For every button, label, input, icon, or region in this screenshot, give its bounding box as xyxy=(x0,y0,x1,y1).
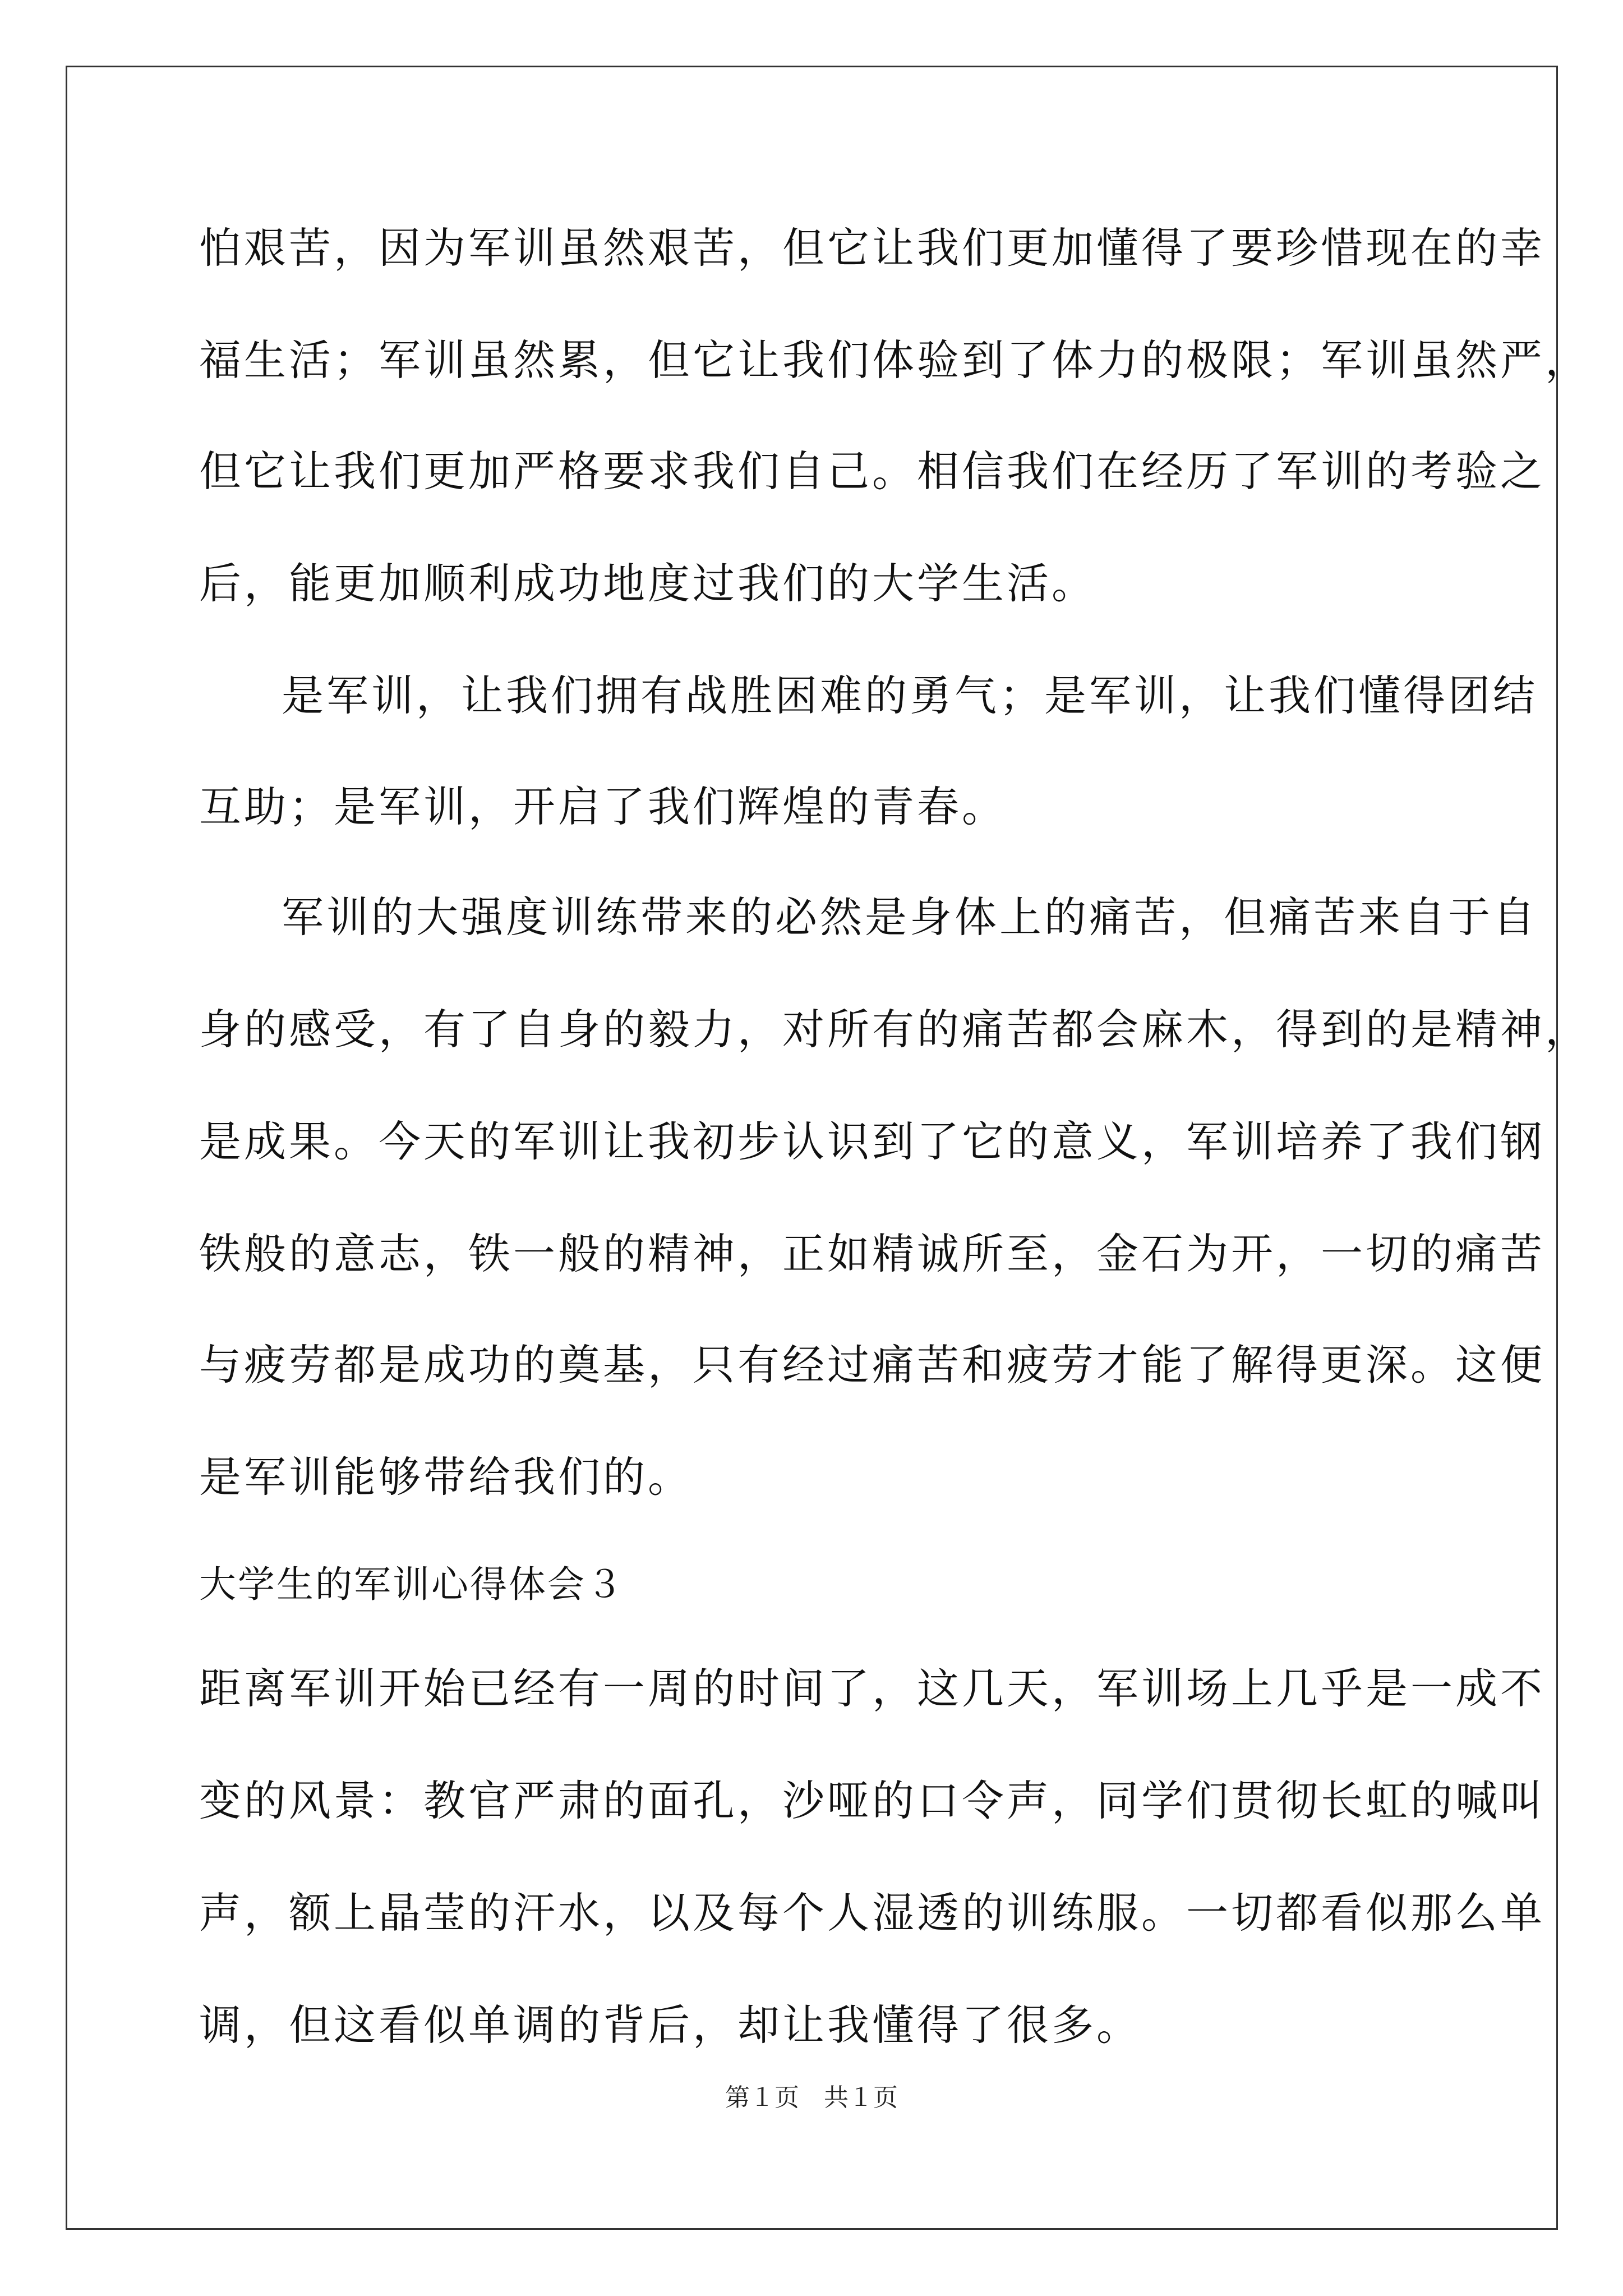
paragraph-3-line-3: 是成果。今天的军训让我初步认识到了它的意义，军训培养了我们钢 xyxy=(199,1117,1546,1166)
paragraph-3-line-6: 是军训能够带给我们的。 xyxy=(199,1452,693,1502)
paragraph-1-line-4: 后，能更加顺利成功地度过我们的大学生活。 xyxy=(199,559,1097,608)
paragraph-1-line-1: 怕艰苦，因为军训虽然艰苦，但它让我们更加懂得了要珍惜现在的幸 xyxy=(199,223,1546,273)
paragraph-3-line-1: 军训的大强度训练带来的必然是身体上的痛苦，但痛苦来自于自 xyxy=(282,892,1538,942)
paragraph-3-line-4: 铁般的意志，铁一般的精神，正如精诚所至，金石为开，一切的痛苦 xyxy=(199,1229,1546,1278)
paragraph-3-line-5: 与疲劳都是成功的奠基，只有经过痛苦和疲劳才能了解得更深。这便 xyxy=(199,1340,1546,1389)
paragraph-1-line-2: 福生活；军训虽然累，但它让我们体验到了体力的极限；军训虽然严， xyxy=(199,335,1590,385)
section-heading: 大学生的军训心得体会３ xyxy=(199,1563,625,1606)
paragraph-2-line-1: 是军训，让我们拥有战胜困难的勇气；是军训，让我们懂得团结 xyxy=(282,671,1538,720)
paragraph-3-line-2: 身的感受，有了自身的毅力，对所有的痛苦都会麻木，得到的是精神， xyxy=(199,1005,1590,1054)
paragraph-4-line-1: 距离军训开始已经有一周的时间了，这几天，军训场上几乎是一成不 xyxy=(199,1664,1546,1713)
paragraph-1-line-3: 但它让我们更加严格要求我们自己。相信我们在经历了军训的考验之 xyxy=(199,447,1546,496)
paragraph-2-line-2: 互助；是军训，开启了我们辉煌的青春。 xyxy=(199,782,1007,831)
paragraph-4-line-4: 调，但这看似单调的背后，却让我懂得了很多。 xyxy=(199,2000,1142,2050)
paragraph-4-line-3: 声，额上晶莹的汗水，以及每个人湿透的训练服。一切都看似那么单 xyxy=(199,1888,1546,1938)
page-number-footer: 第１页 共１页 xyxy=(725,2083,898,2112)
paragraph-4-line-2: 变的风景：教官严肃的面孔，沙哑的口令声，同学们贯彻长虹的喊叫 xyxy=(199,1776,1546,1825)
